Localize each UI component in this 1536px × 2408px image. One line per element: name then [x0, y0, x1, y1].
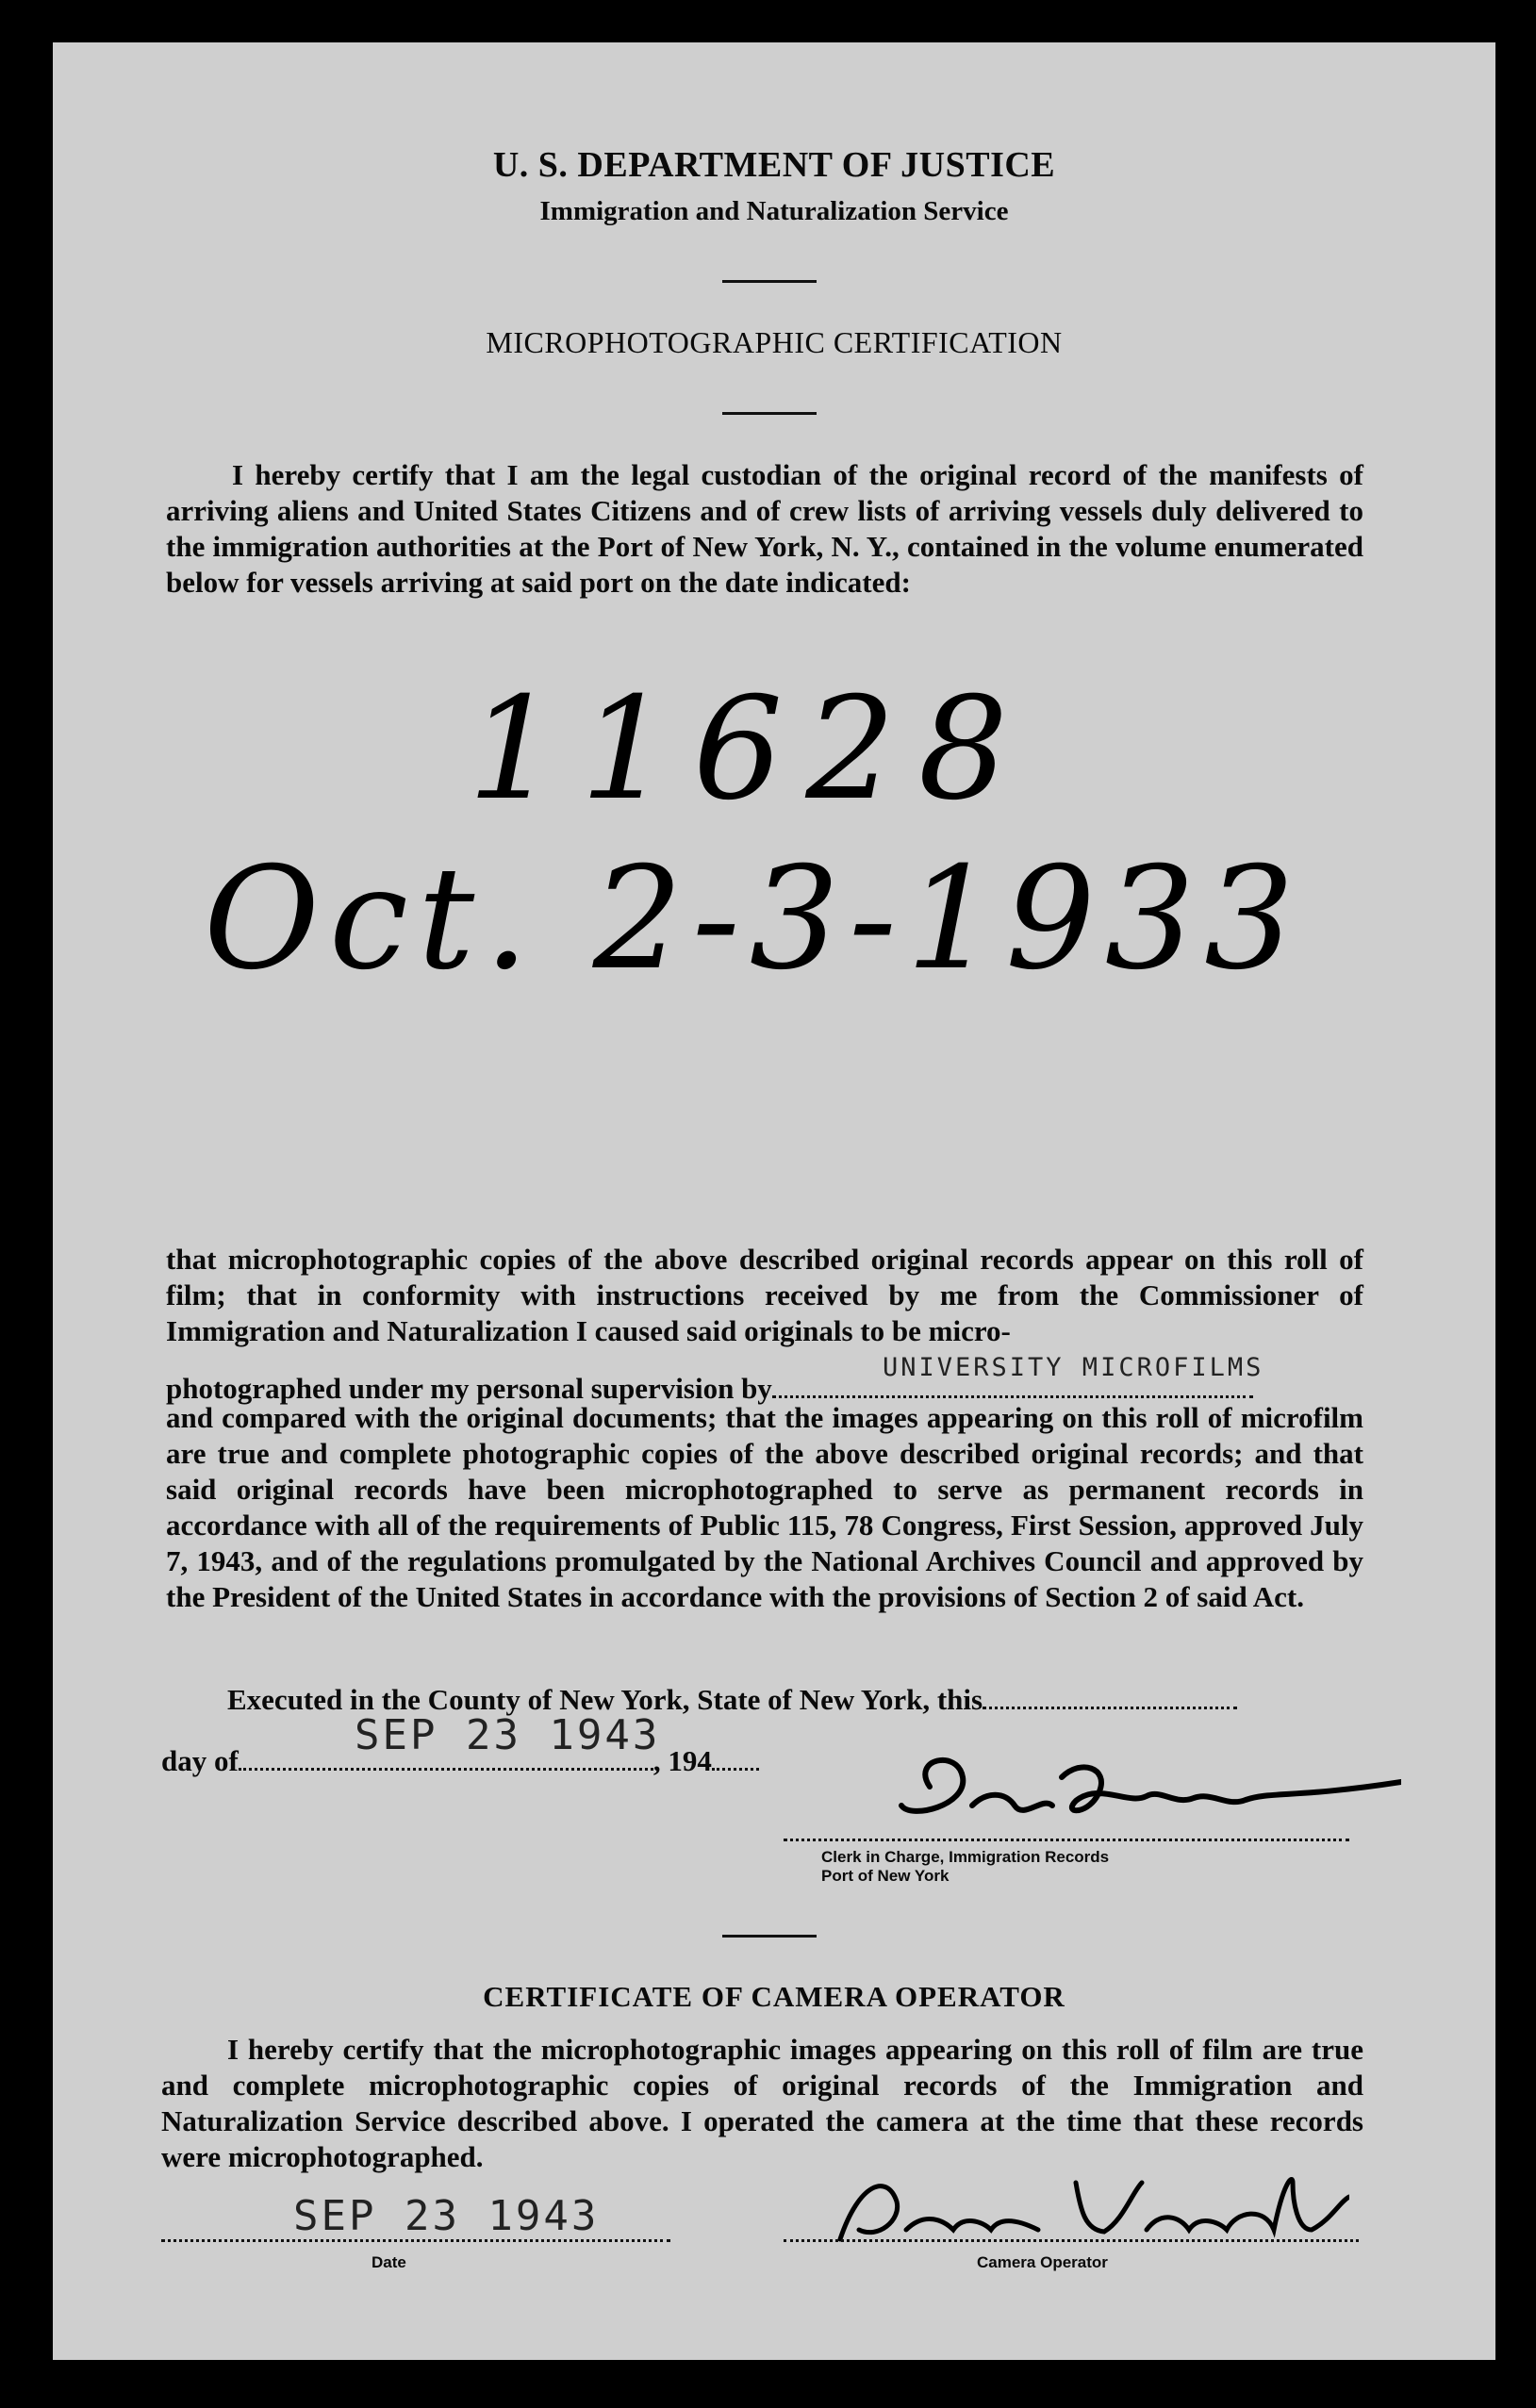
certificate-sheet: [53, 42, 1495, 2360]
camera-operator-label: Camera Operator: [977, 2253, 1108, 2271]
execution-date-stamp: SEP 23 1943: [355, 1711, 661, 1759]
year-dotted-line: [712, 1745, 759, 1771]
year-prefix: , 194: [652, 1744, 712, 1777]
camera-date-stamp: SEP 23 1943: [293, 2192, 600, 2240]
supervision-label: photographed under my personal supervision by: [166, 1372, 772, 1405]
intro-paragraph: I hereby certify that I am the legal custodian of the original record of the manifests of arriving aliens and United States Citizens and of crew lists of arriving vessels duly delivered to the immigration authorities at the Port of New York, N. Y., contained in the volume enumerated below for vessels arriving at said port on the date indicated:: [166, 458, 1363, 599]
certification-title: MICROPHOTOGRAPHIC CERTIFICATION: [486, 325, 1063, 359]
camera-operator-line: [784, 2239, 1359, 2242]
divider: [722, 280, 817, 283]
camera-certificate-paragraph: I hereby certify that the microphotographic images appearing on this roll of film are true and complete microphotographic copies of original records of the Immigration and Naturalization Service described above. I operated the camera at the time that these records were microphotographed.: [161, 2033, 1363, 2173]
body-paragraph-2: and compared with the original documents; that the images appearing on this roll of microfilm are true and complete photographic copies of the above described original records; and that said original records have been microphotographed to serve as permanent records in accordance with all of the requirements of Public 115, 78 Congress, First Session, approved July 7, 1943, and of the regulations promulgated by the National Archives Council and approved by the President of the United States in accordance with the provisions of Section 2 of said Act.: [166, 1401, 1363, 1613]
divider: [722, 412, 817, 415]
executed-dotted-line: [983, 1684, 1237, 1709]
clerk-title: [821, 1848, 1109, 1886]
camera-certificate-title: CERTIFICATE OF CAMERA OPERATOR: [483, 1980, 1065, 2013]
clerk-signature-line: [784, 1839, 1349, 1841]
day-of-label: day of: [161, 1744, 239, 1777]
body-paragraph-1: that microphotographic copies of the above described original records appear on this roll of film; that in conformity with instructions received by me from the Commissioner of Immigration and Naturalization I caused said originals to be micro-: [166, 1243, 1363, 1347]
handwritten-volume-number: 11628: [468, 668, 1032, 832]
camera-operator-signature: [821, 2164, 1349, 2258]
divider: [722, 1935, 817, 1938]
handwritten-date: Oct. 2-3-1933: [204, 837, 1304, 1001]
clerk-title-line-2: Port of New York: [821, 1867, 950, 1885]
service-subheading: Immigration and Naturalization Service: [539, 196, 1009, 226]
executed-text: Executed in the County of New York, State of New York, this: [227, 1683, 983, 1716]
date-dotted-line: [161, 2239, 670, 2242]
clerk-title-line-1: Clerk in Charge, Immigration Records: [821, 1848, 1110, 1866]
department-heading: U. S. DEPARTMENT OF JUSTICE: [492, 145, 1056, 185]
supervisor-stamp: UNIVERSITY MICROFILMS: [883, 1353, 1264, 1382]
date-label: Date: [372, 2253, 406, 2271]
clerk-signature: [873, 1740, 1401, 1843]
